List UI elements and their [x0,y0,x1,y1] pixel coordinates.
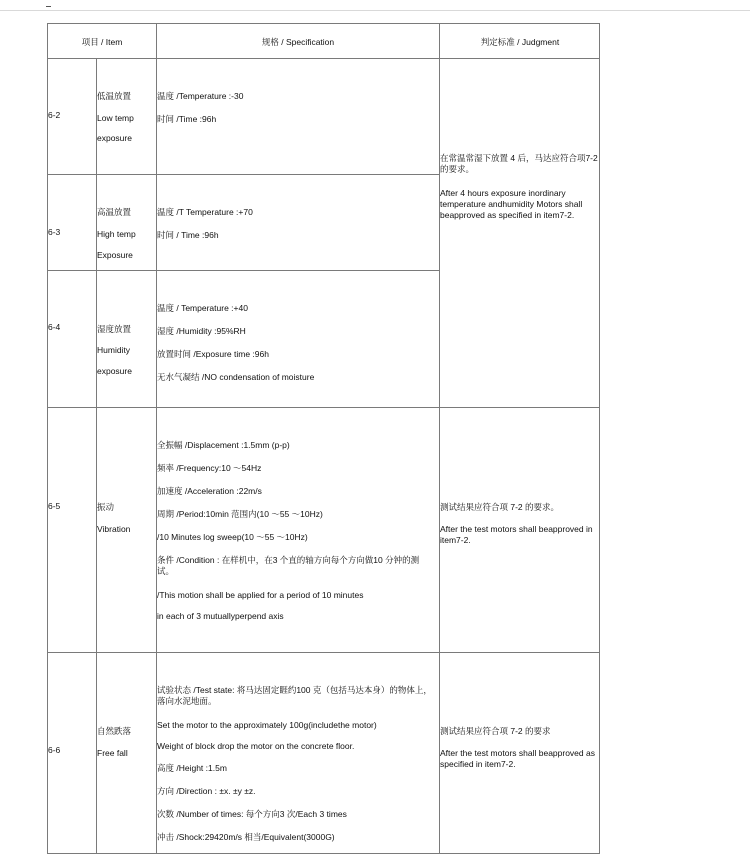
header-row-divider [47,58,600,59]
spec-line: 全振幅 /Displacement :1.5mm (p-p) [157,440,290,450]
spec-line: 加速度 /Acceleration :22m/s [157,486,262,496]
item-name-en: Humidity [97,345,131,355]
spec-line: 无水气凝结 /NO condensation of moisture [157,372,315,382]
row-id: 6-4 [48,322,61,332]
header-judgment: 判定标准 / Judgment [480,37,560,47]
spec-line: /10 Minutes log sweep(10 ～55 ～10Hz) [157,532,308,542]
judgment-en: After 4 hours exposure inordinary temperature andhumidity Motors shall beapproved as specified in item7-2. [440,188,583,220]
item-name-cn: 高温放置 [97,207,132,217]
item-name-en: Low temp [97,113,134,123]
spec-line: 温度 /Temperature :-30 [157,91,244,101]
row-id: 6-3 [48,227,61,237]
row-id: 6-2 [48,110,61,120]
header-specification: 规格 / Specification [261,37,335,47]
spec-line: 放置时间 /Exposure time :96h [157,349,269,359]
item-name-en: Vibration [97,524,131,534]
item-name-cn: 振动 [97,502,115,512]
page-tick-mark [46,6,51,7]
spec-line: 高度 /Height :1.5m [157,763,227,773]
item-name-cn: 低温放置 [97,91,132,101]
item-name-cn: 湿度放置 [97,324,132,334]
top-divider [0,10,750,11]
row-divider-6-4 [47,407,600,408]
spec-line: 湿度 /Humidity :95%RH [157,326,246,336]
spec-line: 次数 /Number of times: 每个方向3 次/Each 3 times [157,809,347,819]
spec-line: 冲击 /Shock:29420m/s 相当/Equivalent(3000G) [157,832,335,842]
row-divider-6-5 [47,652,600,653]
judgment-en: After the test motors shall beapproved in item7-2. [440,524,593,545]
item-name-cn: 自然跌落 [97,726,132,736]
spec-line: 温度 /T Temperature :+70 [157,207,253,217]
spec-line: 温度 / Temperature :+40 [157,303,248,313]
spec-line: 频率 /Frequency:10 ～54Hz [157,463,262,473]
spec-line: 方向 /Direction : ±x. ±y ±z. [157,786,256,796]
row-divider-6-2 [47,174,440,175]
row-id: 6-5 [48,501,61,511]
spec-line: 周期 /Period:10min 范围内(10 ～55 ～10Hz) [157,509,323,519]
header-item: 项目 / Item [81,37,123,47]
spec-line: 时间 /Time :96h [157,114,217,124]
spec-line: Set the motor to the approximately 100g(includethe motor) [157,720,377,730]
item-name-en: High temp [97,229,136,239]
judgment-cn: 测试结果应符合项 7-2 的要求 [440,726,551,736]
spec-line: 条件 /Condition : 在样机中，在3 个直的轴方向每个方向做10 分钟的测试。 [157,555,420,576]
item-name-en: Free fall [97,748,128,758]
item-name-en: exposure [97,366,132,376]
item-name-en: Exposure [97,250,133,260]
judgment-en: After the test motors shall beapproved as specified in item7-2. [440,748,595,769]
spec-line: in each of 3 mutuallyperpend axis [157,611,284,621]
row-id: 6-6 [48,745,61,755]
judgment-cn: 在常温常湿下放置 4 后，马达应符合项7-2 的要求。 [440,153,598,174]
judgment-cn: 测试结果应符合项 7-2 的要求。 [440,502,560,512]
spec-line: /This motion shall be applied for a period of 10 minutes [157,590,364,600]
row-divider-6-3 [47,270,440,271]
spec-line: 时间 / Time :96h [157,230,219,240]
item-name-en: exposure [97,133,132,143]
spec-line: Weight of block drop the motor on the concrete floor. [157,741,355,751]
spec-line: 试验状态 /Test state: 将马达固定睚约100 克（包括马达本身）的物体上，落向水泥地面。 [157,685,432,706]
